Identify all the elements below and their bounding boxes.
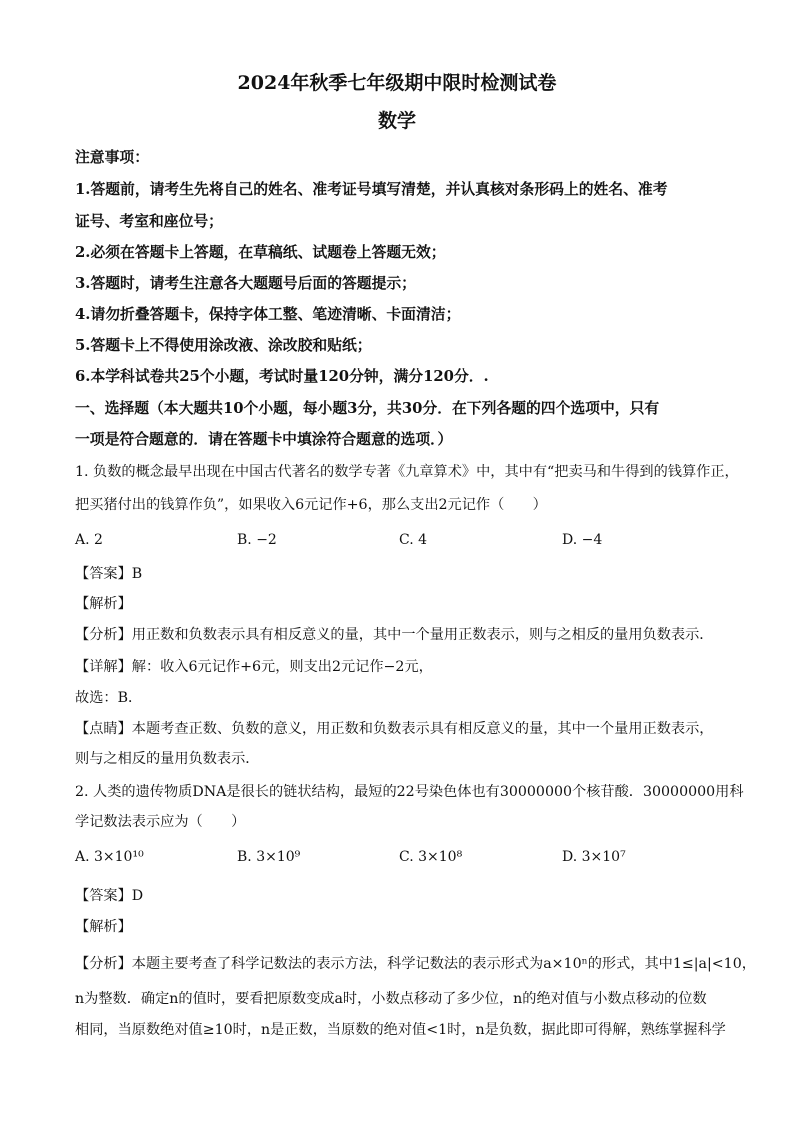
notice-line-6: 6.本学科试卷共25个小题，考试时量120分钟，满分120分．.: [75, 368, 489, 385]
q2-stem-line-2: 学记数法表示应为（ ）: [75, 814, 246, 830]
notice-line-2: 2.必须在答题卡上答题，在草稿纸、试题卷上答题无效；: [75, 244, 446, 261]
q2-fenxi-line-2: n为整数．确定n的值时，要看把原数变成a时，小数点移动了多少位，n的绝对值与小数点移动的位数: [75, 991, 707, 1007]
q1-xiangjie: 【详解】解：收入6元记作+6元，则支出2元记作−2元，: [75, 659, 433, 675]
q2-option-b: B. 3×10⁹: [237, 849, 301, 865]
q1-stem-line-2: 把买猪付出的钱算作负”，如果收入6元记作+6，那么支出2元记作（ ）: [75, 497, 547, 513]
notice-line-1: 1.答题前，请考生先将自己的姓名、准考证号填写清楚，并认真核对条形码上的姓名、准考: [75, 181, 668, 198]
q2-option-d: D. 3×10⁷: [562, 849, 626, 865]
q1-fenxi: 【分析】用正数和负数表示具有相反意义的量，其中一个量用正数表示，则与之相反的量用负数表示．: [75, 627, 714, 643]
q1-guxuan: 故选：B．: [75, 690, 143, 706]
q2-stem-line-1: 2. 人类的遗传物质DNA是很长的链状结构，最短的22号染色体也有30000000个核苷酸．30000000用科: [75, 784, 744, 800]
section-heading-line-1: 一、选择题（本大题共10个小题，每小题3分，共30分．在下列各题的四个选项中，只有: [75, 400, 660, 417]
q2-options: [75, 849, 725, 871]
q1-dianjing-line-2: 则与之相反的量用负数表示．: [75, 751, 260, 767]
notice-line-3: 3.答题时，请考生注意各大题题号后面的答题提示；: [75, 275, 416, 292]
q2-fenxi-line-3: 相同，当原数绝对值≥10时，n是正数，当原数的绝对值<1时，n是负数，据此即可得解，熟练掌握科学: [75, 1022, 726, 1038]
q1-option-a: A. 2: [75, 532, 103, 548]
notice-heading: 注意事项：: [75, 149, 149, 166]
q1-option-c: C. 4: [399, 532, 428, 548]
q1-stem-line-1: 1. 负数的概念最早出现在中国古代著名的数学专著《九章算术》中，其中有“把卖马和牛得到的钱算作正，: [75, 464, 739, 480]
q2-option-c: C. 3×10⁸: [399, 849, 463, 865]
q1-options: [75, 532, 725, 554]
q1-option-b: B. −2: [237, 532, 277, 548]
q1-answer: 【答案】B: [75, 566, 143, 582]
notice-line-5: 5.答题卡上不得使用涂改液、涂改胶和贴纸；: [75, 337, 372, 354]
q1-option-d: D. −4: [562, 532, 603, 548]
q1-analysis-label: 【解析】: [75, 596, 132, 612]
q2-analysis-label: 【解析】: [75, 919, 132, 935]
subject-title: 数学: [377, 110, 416, 132]
q2-fenxi-line-1: 【分析】本题主要考查了科学记数法的表示方法，科学记数法的表示形式为a×10ⁿ的形式，其中1≤|a|<10，: [75, 956, 756, 972]
notice-line-1b: 证号、考室和座位号；: [75, 213, 223, 230]
section-heading-line-2: 一项是符合题意的．请在答题卡中填涂符合题意的选项．）: [75, 431, 453, 448]
notice-line-4: 4.请勿折叠答题卡，保持字体工整、笔迹清晰、卡面清洁；: [75, 306, 461, 323]
q1-dianjing-line-1: 【点睛】本题考查正数、负数的意义，用正数和负数表示具有相反意义的量，其中一个量用正数表示，: [75, 721, 714, 737]
q2-option-a: A. 3×10¹⁰: [75, 849, 144, 865]
q2-answer: 【答案】D: [75, 888, 144, 904]
exam-title: 2024年秋季七年级期中限时检测试卷: [237, 72, 557, 94]
